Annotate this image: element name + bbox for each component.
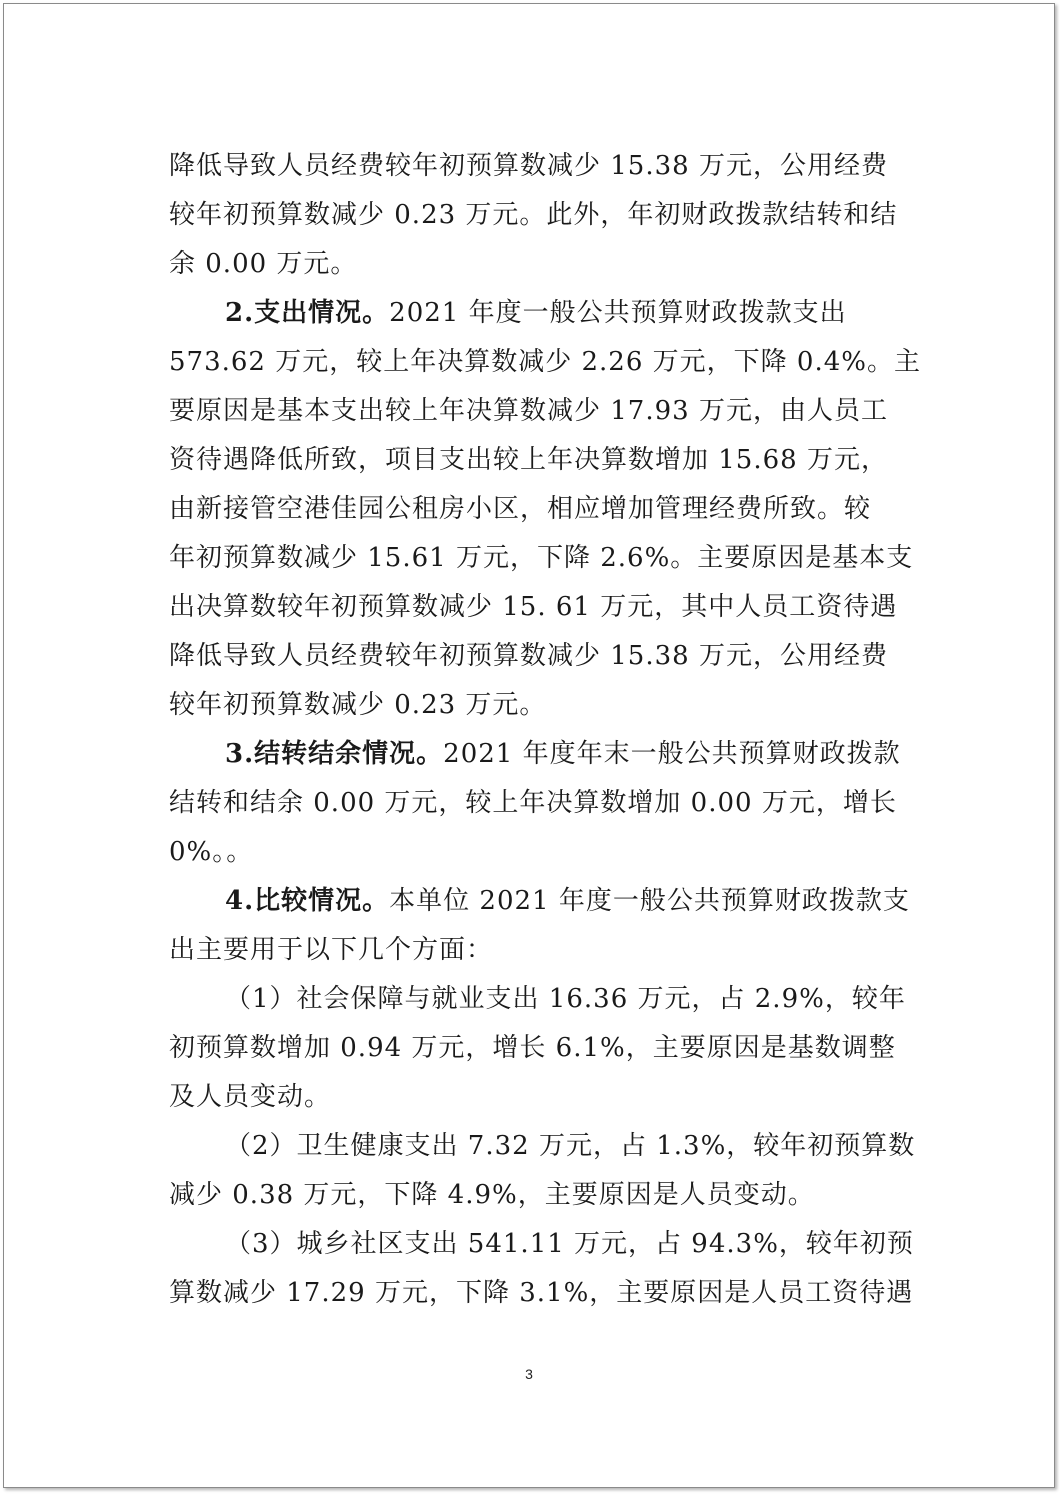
- list-item-health: [169, 1122, 916, 1220]
- text-line: 0%。。: [169, 837, 254, 867]
- text-line: 余 0.00 万元。: [169, 249, 358, 279]
- text-run: 2021 年度一般公共预算财政拨款支出: [389, 298, 847, 328]
- section-heading: 4.比较情况。: [225, 886, 390, 916]
- paragraph-budget-carryover: [169, 142, 899, 289]
- text-line: 年初预算数减少 15.61 万元，下降 2.6%。主要原因是基本支: [169, 543, 914, 573]
- paragraph-expenditure: [169, 289, 921, 730]
- text-run: 2021 年度年末一般公共预算财政拨款: [443, 739, 901, 769]
- section-heading: 3.结转结余情况。: [225, 739, 444, 769]
- text-line: 减少 0.38 万元，下降 4.9%，主要原因是人员变动。: [169, 1180, 815, 1210]
- text-line: （1）社会保障与就业支出 16.36 万元，占 2.9%，较年: [225, 984, 906, 1014]
- text-line: （3）城乡社区支出 541.11 万元，占 94.3%，较年初预: [225, 1229, 914, 1259]
- text-line: 573.62 万元，较上年决算数减少 2.26 万元，下降 0.4%。主: [169, 347, 921, 377]
- paragraph-carryover-balance: [169, 730, 899, 877]
- list-item-urban-rural: [169, 1220, 914, 1318]
- section-heading: 2.支出情况。: [225, 298, 390, 328]
- text-line: [169, 730, 899, 779]
- paragraph-comparison: [169, 877, 910, 975]
- text-line: 较年初预算数减少 0.23 万元。: [169, 690, 547, 720]
- text-line: 由新接管空港佳园公租房小区，相应增加管理经费所致。较: [169, 494, 872, 524]
- text-line: 及人员变动。: [169, 1082, 332, 1112]
- text-line: 出主要用于以下几个方面：: [169, 935, 494, 965]
- text-line: [169, 289, 899, 338]
- text-line: （2）卫生健康支出 7.32 万元，占 1.3%，较年初预算数: [225, 1131, 916, 1161]
- text-line: 降低导致人员经费较年初预算数减少 15.38 万元，公用经费: [169, 151, 888, 181]
- text-line: [169, 877, 910, 926]
- text-line: 初预算数增加 0.94 万元，增长 6.1%，主要原因是基数调整: [169, 1033, 896, 1063]
- page-number: 3: [525, 1366, 533, 1382]
- text-line: 资待遇降低所致，项目支出较上年决算数增加 15.68 万元，: [169, 445, 888, 475]
- list-item-social-security: [169, 975, 906, 1122]
- text-line: 要原因是基本支出较上年决算数减少 17.93 万元，由人员工: [169, 396, 888, 426]
- text-line: 降低导致人员经费较年初预算数减少 15.38 万元，公用经费: [169, 641, 888, 671]
- text-line: 算数减少 17.29 万元，下降 3.1%，主要原因是人员工资待遇: [169, 1278, 914, 1308]
- text-line: 结转和结余 0.00 万元，较上年决算数增加 0.00 万元，增长: [169, 788, 897, 818]
- document-page: [3, 3, 1055, 1488]
- document-body: [169, 142, 921, 1318]
- text-line: 较年初预算数减少 0.23 万元。此外，年初财政拨款结转和结: [169, 200, 898, 230]
- text-run: 本单位 2021 年度一般公共预算财政拨款支: [389, 886, 910, 916]
- text-line: 出决算数较年初预算数减少 15. 61 万元，其中人员工资待遇: [169, 592, 898, 622]
